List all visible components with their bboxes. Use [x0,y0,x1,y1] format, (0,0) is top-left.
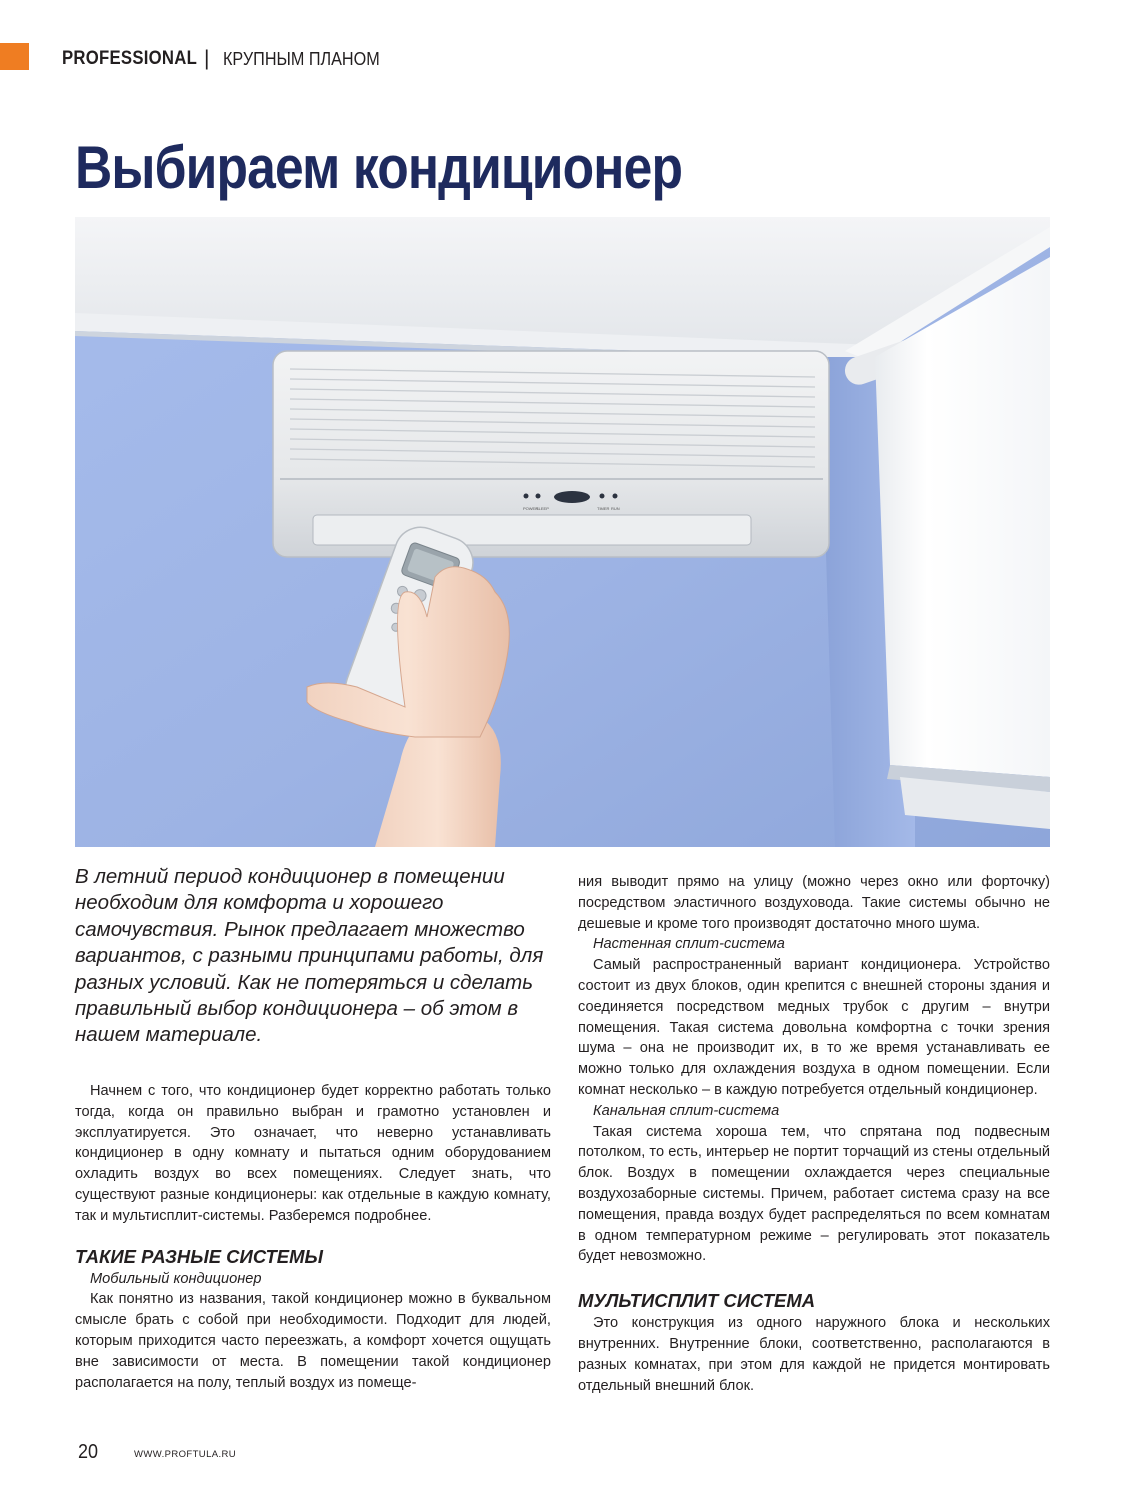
article-title: Выбираем кондиционер [75,134,683,201]
mobile-paragraph: Как понятно из названия, такой кондиционер можно в буквальном смысле брать с собой при необходимости. Подходит для людей, которым приходится часто переезжать, а комфорт хочется ощущать вне зависимости от места. В помещении такой кондиционер располагается на полу, теплый воздух из помеще- [75,1291,551,1391]
left-column [75,1081,551,1393]
panel-label-sleep: SLEEP [536,506,549,511]
header-section-name: PROFESSIONAL [62,48,198,69]
subheading-duct-split: Канальная сплит-система [593,1102,780,1119]
subheading-wall-split: Настенная сплит-система [593,936,785,953]
multisplit-paragraph: Это конструкция из одного наружного блока и нескольких внутренних. Внутренние блоки, соответственно, располагаются в разных комнатах, при этом для каждой не придется монтировать отдельный внешний блок. [578,1315,1050,1394]
hero-photo [75,217,1050,847]
right-column [578,872,1050,1396]
header-rubric: КРУПНЫМ ПЛАНОМ [223,48,381,69]
wall-split-paragraph: Самый распространенный вариант кондиционера. Устройство состоит из двух блоков, один крепится с внешней стороны здания и соединяется посредством медных трубок с другим – внутри помещения. Такая система довольна комфортна с точки зрения шума – она не производит их, в то же время устанавливать ее можно только для охлаждения воздуха в одном помещении. Если комнат несколько – в каждую потребуется отдельный кондиционер. [578,957,1050,1098]
intro-paragraph: Начнем с того, что кондиционер будет корректно работать только тогда, когда он правильно выбран и грамотно установлен и эксплуатируется. Это означает, что неверно устанавливать кондиционер в одну комнату и пытаться одним оборудованием охладить воздух во всех помещениях. Следует знать, что существуют разные кондиционеры: как отдельные в каждую комнату, так и мультисплит-системы. Разберемся подробнее. [75,1083,551,1224]
mobile-continued-paragraph: ния выводит прямо на улицу (можно через окно или форточку) посредством эластичного воздуховода. Такие системы обычно не дешевые и кроме того производят достаточно много шума. [578,874,1050,932]
section-accent-block [0,43,29,70]
article-lead: В летний период кондиционер в помещении необходим для комфорта и хорошего самочувствия. Рынок предлагает множество вариантов, с разными принципами работы, для разных условий. Как не потеряться и сделать правильный выбор кондиционера – об этом в нашем материале. [75,865,544,1047]
heading-multisplit: МУЛЬТИСПЛИТ СИСТЕМА [578,1290,816,1312]
running-header [62,46,398,72]
panel-label-run: RUN [611,506,620,511]
page-number: 20 [78,1441,99,1463]
air-conditioner-illustration [75,217,1050,847]
panel-label-timer: TIMER [597,506,610,511]
magazine-url: WWW.PROFTULA.RU [134,1449,237,1460]
header-divider: | [204,47,210,70]
panel-label-power: POWER [523,506,539,511]
heading-systems: ТАКИЕ РАЗНЫЕ СИСТЕМЫ [75,1245,324,1267]
subheading-mobile: Мобильный кондиционер [90,1270,262,1287]
duct-split-paragraph: Такая система хороша тем, что спрятана под подвесным потолком, то есть, интерьер не портит торчащий из стены отдельный блок. Воздух в помещении охлаждается через специальные воздухозаборные системы. Причем, работает система сразу на все помещения, правда воздух будет распределяться по всем комнатам в одном температурном режиме – регулировать этот показатель будет невозможно. [578,1123,1050,1265]
